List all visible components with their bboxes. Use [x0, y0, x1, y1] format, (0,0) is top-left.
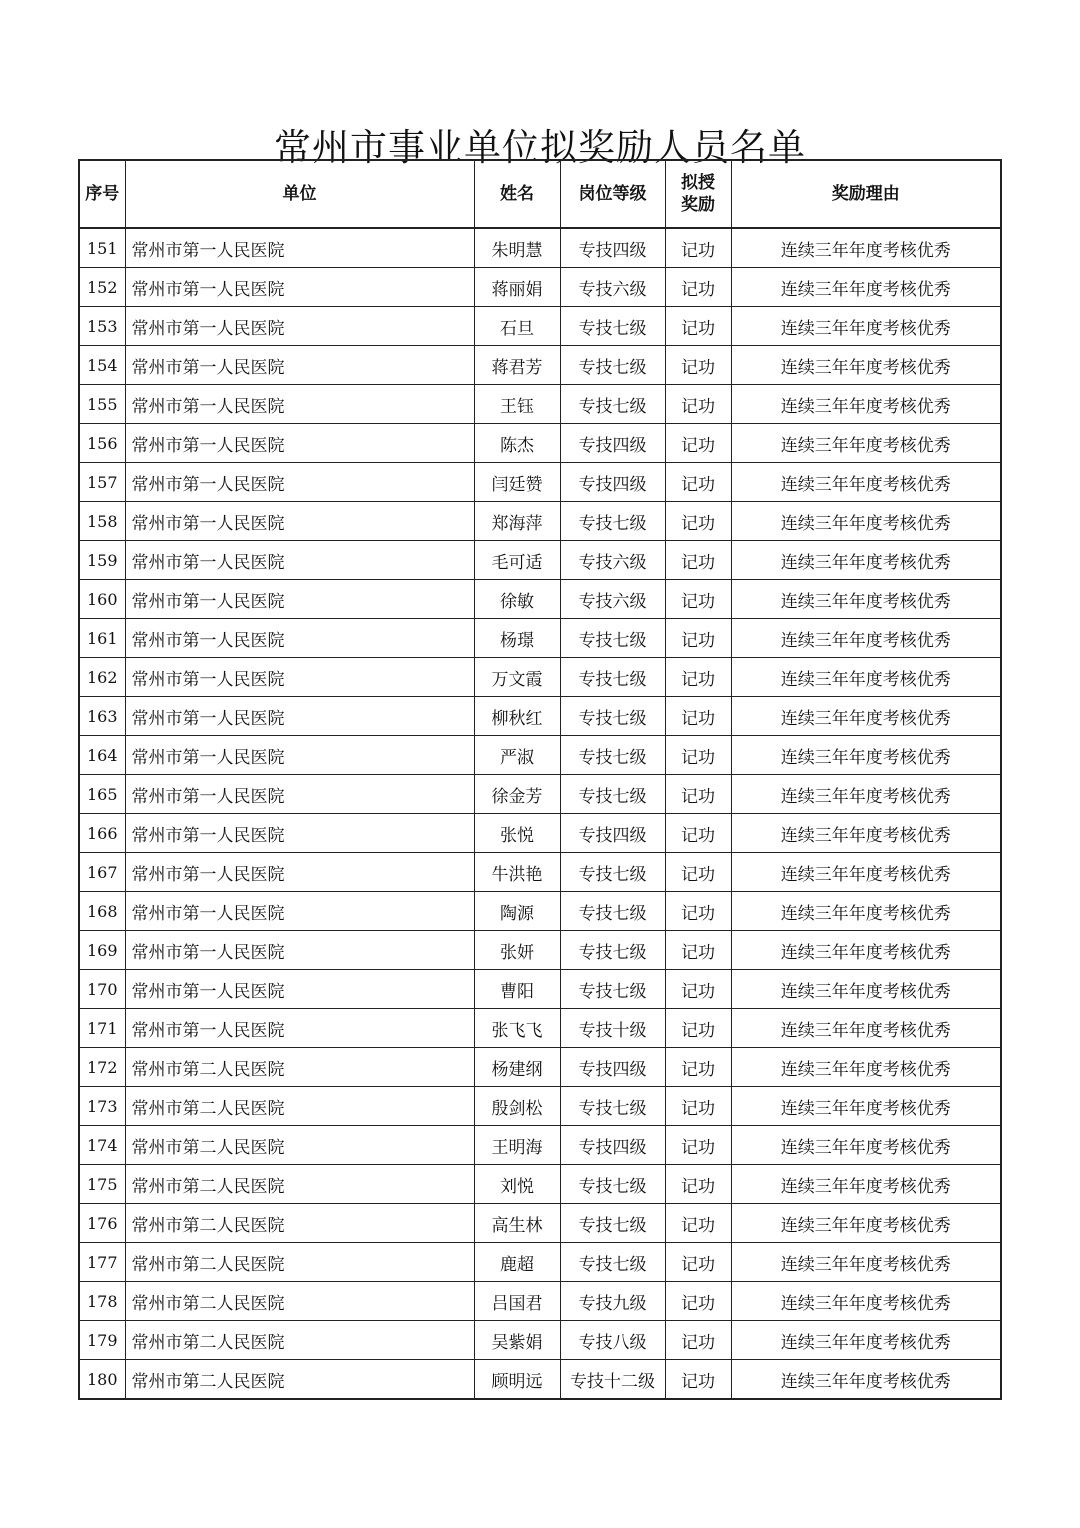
cell-unit: 常州市第一人民医院	[125, 307, 474, 346]
cell-reason: 连续三年年度考核优秀	[731, 970, 1001, 1009]
cell-name: 陶源	[474, 892, 560, 931]
cell-award: 记功	[665, 892, 731, 931]
cell-seq: 154	[79, 346, 125, 385]
cell-unit: 常州市第一人民医院	[125, 580, 474, 619]
cell-seq: 170	[79, 970, 125, 1009]
cell-reason: 连续三年年度考核优秀	[731, 1048, 1001, 1087]
cell-unit: 常州市第一人民医院	[125, 346, 474, 385]
cell-unit: 常州市第二人民医院	[125, 1360, 474, 1400]
table-header-row	[79, 160, 1001, 228]
cell-grade: 专技十级	[560, 1009, 665, 1048]
table-row	[79, 1126, 1001, 1165]
cell-reason: 连续三年年度考核优秀	[731, 1321, 1001, 1360]
cell-name: 徐敏	[474, 580, 560, 619]
cell-award: 记功	[665, 541, 731, 580]
table-row	[79, 1009, 1001, 1048]
column-header-award: 拟授 奖励	[665, 160, 731, 228]
cell-seq: 157	[79, 463, 125, 502]
cell-award: 记功	[665, 931, 731, 970]
cell-award: 记功	[665, 502, 731, 541]
cell-name: 吕国君	[474, 1282, 560, 1321]
cell-award: 记功	[665, 697, 731, 736]
cell-grade: 专技四级	[560, 814, 665, 853]
cell-award: 记功	[665, 1282, 731, 1321]
table-row	[79, 658, 1001, 697]
cell-grade: 专技六级	[560, 580, 665, 619]
cell-seq: 155	[79, 385, 125, 424]
cell-seq: 160	[79, 580, 125, 619]
column-header-seq: 序号	[79, 160, 125, 228]
cell-grade: 专技四级	[560, 424, 665, 463]
cell-seq: 164	[79, 736, 125, 775]
cell-name: 牛洪艳	[474, 853, 560, 892]
table-row	[79, 775, 1001, 814]
cell-name: 刘悦	[474, 1165, 560, 1204]
cell-grade: 专技七级	[560, 697, 665, 736]
cell-award: 记功	[665, 385, 731, 424]
cell-seq: 162	[79, 658, 125, 697]
cell-reason: 连续三年年度考核优秀	[731, 697, 1001, 736]
cell-name: 闫廷赞	[474, 463, 560, 502]
cell-award: 记功	[665, 775, 731, 814]
table-row	[79, 1204, 1001, 1243]
cell-grade: 专技七级	[560, 736, 665, 775]
cell-reason: 连续三年年度考核优秀	[731, 775, 1001, 814]
cell-unit: 常州市第一人民医院	[125, 502, 474, 541]
cell-unit: 常州市第一人民医院	[125, 736, 474, 775]
cell-seq: 179	[79, 1321, 125, 1360]
cell-award: 记功	[665, 228, 731, 268]
cell-grade: 专技九级	[560, 1282, 665, 1321]
cell-name: 蒋君芳	[474, 346, 560, 385]
cell-unit: 常州市第二人民医院	[125, 1204, 474, 1243]
cell-award: 记功	[665, 1087, 731, 1126]
cell-seq: 177	[79, 1243, 125, 1282]
cell-seq: 168	[79, 892, 125, 931]
cell-award: 记功	[665, 658, 731, 697]
cell-award: 记功	[665, 970, 731, 1009]
table-row	[79, 307, 1001, 346]
cell-unit: 常州市第二人民医院	[125, 1087, 474, 1126]
cell-name: 鹿超	[474, 1243, 560, 1282]
cell-reason: 连续三年年度考核优秀	[731, 1204, 1001, 1243]
cell-reason: 连续三年年度考核优秀	[731, 1009, 1001, 1048]
cell-unit: 常州市第一人民医院	[125, 814, 474, 853]
cell-unit: 常州市第二人民医院	[125, 1243, 474, 1282]
cell-grade: 专技四级	[560, 228, 665, 268]
cell-unit: 常州市第一人民医院	[125, 970, 474, 1009]
cell-award: 记功	[665, 1243, 731, 1282]
cell-grade: 专技七级	[560, 1165, 665, 1204]
cell-name: 朱明慧	[474, 228, 560, 268]
cell-unit: 常州市第一人民医院	[125, 424, 474, 463]
cell-award: 记功	[665, 346, 731, 385]
cell-seq: 175	[79, 1165, 125, 1204]
cell-unit: 常州市第二人民医院	[125, 1165, 474, 1204]
cell-award: 记功	[665, 736, 731, 775]
cell-seq: 152	[79, 268, 125, 307]
table-row	[79, 424, 1001, 463]
table-row	[79, 970, 1001, 1009]
table-row	[79, 268, 1001, 307]
cell-reason: 连续三年年度考核优秀	[731, 814, 1001, 853]
cell-unit: 常州市第一人民医院	[125, 228, 474, 268]
cell-grade: 专技七级	[560, 892, 665, 931]
cell-award: 记功	[665, 580, 731, 619]
document-title: 常州市事业单位拟奖励人员名单	[274, 125, 806, 169]
cell-seq: 178	[79, 1282, 125, 1321]
cell-award: 记功	[665, 1321, 731, 1360]
cell-name: 陈杰	[474, 424, 560, 463]
cell-unit: 常州市第一人民医院	[125, 931, 474, 970]
cell-unit: 常州市第二人民医院	[125, 1282, 474, 1321]
cell-name: 张悦	[474, 814, 560, 853]
cell-name: 石旦	[474, 307, 560, 346]
cell-unit: 常州市第一人民医院	[125, 853, 474, 892]
table-row	[79, 463, 1001, 502]
cell-seq: 165	[79, 775, 125, 814]
cell-grade: 专技七级	[560, 931, 665, 970]
cell-reason: 连续三年年度考核优秀	[731, 463, 1001, 502]
table-row	[79, 814, 1001, 853]
cell-reason: 连续三年年度考核优秀	[731, 1243, 1001, 1282]
cell-award: 记功	[665, 1360, 731, 1400]
cell-grade: 专技七级	[560, 775, 665, 814]
cell-name: 毛可适	[474, 541, 560, 580]
cell-reason: 连续三年年度考核优秀	[731, 1126, 1001, 1165]
cell-grade: 专技七级	[560, 1087, 665, 1126]
cell-name: 张妍	[474, 931, 560, 970]
cell-reason: 连续三年年度考核优秀	[731, 1282, 1001, 1321]
cell-grade: 专技六级	[560, 268, 665, 307]
cell-unit: 常州市第一人民医院	[125, 892, 474, 931]
cell-reason: 连续三年年度考核优秀	[731, 502, 1001, 541]
cell-grade: 专技七级	[560, 619, 665, 658]
cell-grade: 专技八级	[560, 1321, 665, 1360]
cell-reason: 连续三年年度考核优秀	[731, 268, 1001, 307]
column-header-grade: 岗位等级	[560, 160, 665, 228]
table-row	[79, 228, 1001, 268]
cell-award: 记功	[665, 1204, 731, 1243]
cell-unit: 常州市第一人民医院	[125, 775, 474, 814]
cell-name: 高生林	[474, 1204, 560, 1243]
cell-reason: 连续三年年度考核优秀	[731, 580, 1001, 619]
cell-unit: 常州市第一人民医院	[125, 463, 474, 502]
cell-reason: 连续三年年度考核优秀	[731, 892, 1001, 931]
cell-award: 记功	[665, 1048, 731, 1087]
cell-seq: 153	[79, 307, 125, 346]
cell-reason: 连续三年年度考核优秀	[731, 736, 1001, 775]
cell-name: 柳秋红	[474, 697, 560, 736]
cell-seq: 167	[79, 853, 125, 892]
cell-grade: 专技六级	[560, 541, 665, 580]
cell-unit: 常州市第二人民医院	[125, 1321, 474, 1360]
cell-award: 记功	[665, 424, 731, 463]
cell-award: 记功	[665, 1009, 731, 1048]
cell-unit: 常州市第二人民医院	[125, 1048, 474, 1087]
table-row	[79, 736, 1001, 775]
cell-reason: 连续三年年度考核优秀	[731, 385, 1001, 424]
cell-grade: 专技七级	[560, 853, 665, 892]
cell-reason: 连续三年年度考核优秀	[731, 307, 1001, 346]
cell-reason: 连续三年年度考核优秀	[731, 541, 1001, 580]
cell-name: 顾明远	[474, 1360, 560, 1400]
cell-name: 殷剑松	[474, 1087, 560, 1126]
cell-grade: 专技七级	[560, 1243, 665, 1282]
cell-reason: 连续三年年度考核优秀	[731, 1360, 1001, 1400]
cell-award: 记功	[665, 268, 731, 307]
cell-name: 曹阳	[474, 970, 560, 1009]
cell-name: 蒋丽娟	[474, 268, 560, 307]
cell-seq: 169	[79, 931, 125, 970]
cell-grade: 专技七级	[560, 346, 665, 385]
table-row	[79, 697, 1001, 736]
cell-name: 杨建纲	[474, 1048, 560, 1087]
cell-name: 严淑	[474, 736, 560, 775]
table-row	[79, 1243, 1001, 1282]
cell-award: 记功	[665, 1165, 731, 1204]
cell-grade: 专技四级	[560, 463, 665, 502]
cell-unit: 常州市第一人民医院	[125, 1009, 474, 1048]
cell-unit: 常州市第一人民医院	[125, 541, 474, 580]
cell-seq: 166	[79, 814, 125, 853]
cell-seq: 159	[79, 541, 125, 580]
cell-award: 记功	[665, 814, 731, 853]
cell-award: 记功	[665, 619, 731, 658]
cell-grade: 专技七级	[560, 385, 665, 424]
cell-name: 王钰	[474, 385, 560, 424]
column-header-reason: 奖励理由	[731, 160, 1001, 228]
table-row	[79, 1360, 1001, 1400]
cell-seq: 180	[79, 1360, 125, 1400]
table-row	[79, 541, 1001, 580]
cell-award: 记功	[665, 1126, 731, 1165]
cell-grade: 专技七级	[560, 502, 665, 541]
cell-award: 记功	[665, 853, 731, 892]
cell-reason: 连续三年年度考核优秀	[731, 931, 1001, 970]
cell-reason: 连续三年年度考核优秀	[731, 658, 1001, 697]
cell-name: 王明海	[474, 1126, 560, 1165]
cell-name: 徐金芳	[474, 775, 560, 814]
cell-award: 记功	[665, 307, 731, 346]
cell-unit: 常州市第一人民医院	[125, 658, 474, 697]
cell-grade: 专技七级	[560, 970, 665, 1009]
cell-grade: 专技十二级	[560, 1360, 665, 1400]
table-body	[79, 228, 1001, 1399]
table-row	[79, 1282, 1001, 1321]
cell-reason: 连续三年年度考核优秀	[731, 424, 1001, 463]
cell-name: 杨璟	[474, 619, 560, 658]
table-row	[79, 580, 1001, 619]
cell-grade: 专技七级	[560, 307, 665, 346]
cell-grade: 专技七级	[560, 658, 665, 697]
table-row	[79, 1165, 1001, 1204]
cell-grade: 专技四级	[560, 1126, 665, 1165]
cell-reason: 连续三年年度考核优秀	[731, 1087, 1001, 1126]
cell-name: 吴紫娟	[474, 1321, 560, 1360]
cell-seq: 163	[79, 697, 125, 736]
table-row	[79, 931, 1001, 970]
award-roster-table	[78, 159, 1002, 1400]
table-row	[79, 1048, 1001, 1087]
cell-seq: 176	[79, 1204, 125, 1243]
table-row	[79, 619, 1001, 658]
cell-unit: 常州市第二人民医院	[125, 1126, 474, 1165]
cell-reason: 连续三年年度考核优秀	[731, 346, 1001, 385]
table-row	[79, 892, 1001, 931]
table-row	[79, 1321, 1001, 1360]
column-header-unit: 单位	[125, 160, 474, 228]
cell-grade: 专技七级	[560, 1204, 665, 1243]
cell-seq: 158	[79, 502, 125, 541]
cell-award: 记功	[665, 463, 731, 502]
cell-unit: 常州市第一人民医院	[125, 619, 474, 658]
table-row	[79, 502, 1001, 541]
cell-name: 万文霞	[474, 658, 560, 697]
cell-name: 郑海萍	[474, 502, 560, 541]
table-row	[79, 1087, 1001, 1126]
column-header-name: 姓名	[474, 160, 560, 228]
cell-seq: 156	[79, 424, 125, 463]
table-row	[79, 385, 1001, 424]
cell-reason: 连续三年年度考核优秀	[731, 619, 1001, 658]
cell-unit: 常州市第一人民医院	[125, 385, 474, 424]
cell-unit: 常州市第一人民医院	[125, 268, 474, 307]
cell-reason: 连续三年年度考核优秀	[731, 1165, 1001, 1204]
cell-reason: 连续三年年度考核优秀	[731, 853, 1001, 892]
table-row	[79, 346, 1001, 385]
cell-seq: 172	[79, 1048, 125, 1087]
cell-name: 张飞飞	[474, 1009, 560, 1048]
table-row	[79, 853, 1001, 892]
cell-unit: 常州市第一人民医院	[125, 697, 474, 736]
cell-seq: 171	[79, 1009, 125, 1048]
cell-seq: 174	[79, 1126, 125, 1165]
cell-seq: 161	[79, 619, 125, 658]
cell-reason: 连续三年年度考核优秀	[731, 228, 1001, 268]
cell-seq: 151	[79, 228, 125, 268]
cell-grade: 专技四级	[560, 1048, 665, 1087]
cell-seq: 173	[79, 1087, 125, 1126]
